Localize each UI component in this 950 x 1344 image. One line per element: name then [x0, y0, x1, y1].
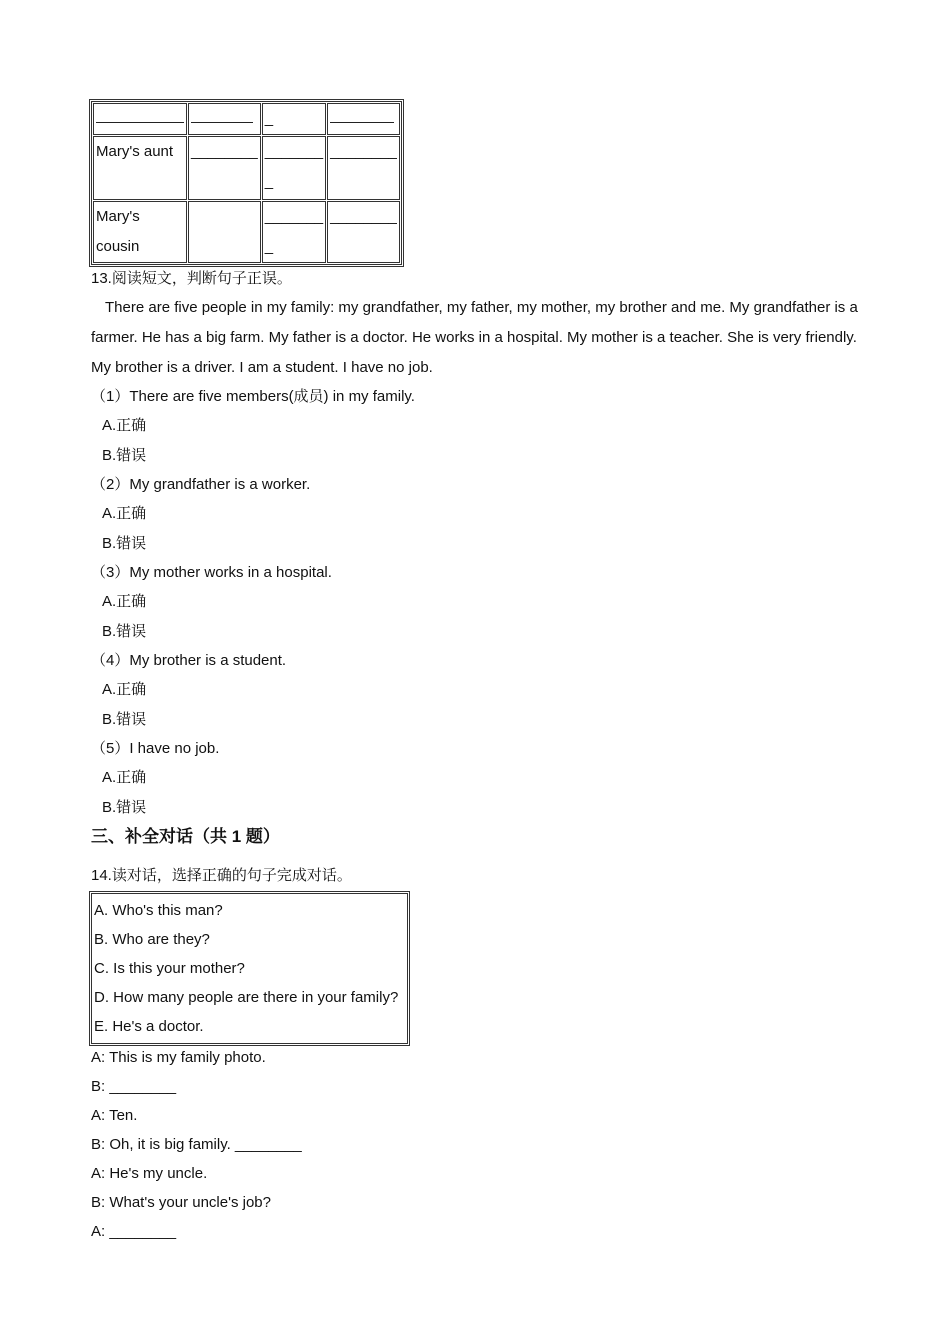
row-label: Mary's [96, 208, 140, 225]
section-heading: 三、补全对话（共 1 题） [91, 827, 280, 846]
blank-text: _______ [264, 208, 324, 225]
option-a[interactable]: A.正确 [102, 505, 147, 522]
family-job-table [89, 99, 404, 267]
option-b[interactable]: B.错误 [102, 711, 147, 728]
question-item: （3）My mother works in a hospital. [91, 564, 332, 581]
reading-passage: There are five people in my family: my grandfather, my father, my mother, my brother and me. My grandfather is a farmer. He has a big farm. My father is a doctor. He works in a hospital. My mother is a teacher. She is very friendly. My brother is a driver. I am a student. I have no job. [91, 299, 858, 376]
question-item: （4）My brother is a student. [91, 652, 287, 669]
table-cell [93, 136, 187, 200]
question-14-title: 14.读对话，选择正确的句子完成对话。 [91, 867, 352, 884]
table-cell [188, 136, 261, 200]
table-cell [262, 201, 326, 263]
blank-mark: _ [264, 110, 274, 127]
table-cell [188, 103, 261, 135]
blank-mark: _ [264, 238, 274, 255]
blank-mark: _ [264, 173, 274, 190]
table-cell [93, 201, 187, 263]
option-b[interactable]: B.错误 [102, 623, 147, 640]
choice-item: E. He's a doctor. [94, 1018, 204, 1035]
blank-text: ________ [191, 143, 258, 160]
choice-item: A. Who's this man? [94, 902, 223, 919]
question-13-title: 13.阅读短文，判断句子正误。 [91, 270, 292, 287]
question-item: （2）My grandfather is a worker. [91, 476, 311, 493]
row-label: Mary's aunt [96, 143, 174, 160]
dialogue-line: A: This is my family photo. [91, 1049, 266, 1066]
question-item: （5）I have no job. [91, 740, 220, 757]
table-cell [262, 136, 326, 200]
dialogue-line: B: What's your uncle's job? [91, 1194, 271, 1211]
question-item: （1）There are five members(成员) in my family. [91, 388, 415, 405]
option-b[interactable]: B.错误 [102, 535, 147, 552]
blank-text: ________ [330, 208, 397, 225]
option-a[interactable]: A.正确 [102, 769, 147, 786]
choice-item: C. Is this your mother? [94, 960, 245, 977]
option-b[interactable]: B.错误 [102, 447, 147, 464]
dialogue-line: B: Oh, it is big family. ________ [91, 1136, 302, 1153]
table-cell [327, 201, 400, 263]
blank-text: _______ [264, 143, 324, 160]
blank-text: ________ [330, 143, 397, 160]
row-label: cousin [96, 238, 140, 255]
dialogue-line: B: ________ [91, 1078, 177, 1095]
table-cell [327, 103, 400, 135]
option-b[interactable]: B.错误 [102, 799, 147, 816]
choice-item: B. Who are they? [94, 931, 210, 948]
option-a[interactable]: A.正确 [102, 681, 147, 698]
table-cell [262, 103, 326, 135]
table-row [93, 136, 400, 200]
option-a[interactable]: A.正确 [102, 593, 147, 610]
option-a[interactable]: A.正确 [102, 417, 147, 434]
choice-item: D. How many people are there in your family? [94, 989, 399, 1006]
table-row [93, 103, 400, 135]
table-cell [188, 201, 261, 263]
table-cell [93, 103, 187, 135]
dialogue-line: A: ________ [91, 1223, 177, 1240]
choices-box [89, 891, 410, 1046]
table-cell [327, 136, 400, 200]
dialogue-line: A: Ten. [91, 1107, 138, 1124]
dialogue-line: A: He's my uncle. [91, 1165, 208, 1182]
table-row [93, 201, 400, 263]
